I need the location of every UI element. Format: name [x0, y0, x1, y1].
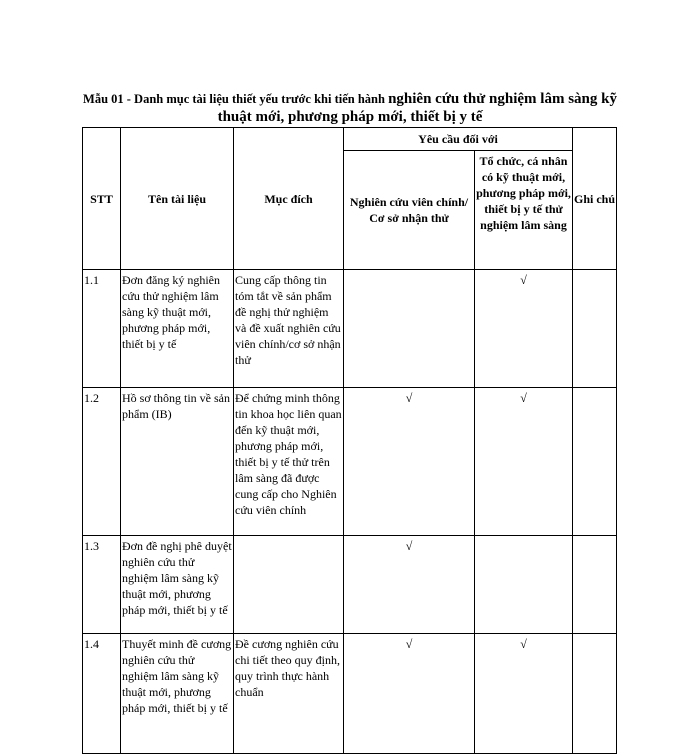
row-stt: 1.1 — [83, 270, 121, 388]
header-stt: STT — [83, 128, 121, 270]
row-muc-dich — [234, 536, 344, 634]
row-ghi-chu — [573, 634, 617, 754]
row-check-to-chuc — [475, 536, 573, 634]
row-check-to-chuc: √ — [475, 388, 573, 536]
table-row — [83, 536, 617, 634]
table-row — [83, 634, 617, 754]
title-highlight: nghiên cứu thử nghiệm lâm sàng kỹ thuật mới, phương pháp mới, thiết bị y tế — [217, 91, 617, 125]
row-ten-tai-lieu: Đơn đề nghị phê duyệt nghiên cứu thử nghiệm lâm sàng kỹ thuật mới, phương pháp mới, thiết bị y tế — [121, 536, 234, 634]
header-ghi-chu: Ghi chú — [573, 128, 617, 270]
row-check-to-chuc: √ — [475, 634, 573, 754]
row-ten-tai-lieu: Đơn đăng ký nghiên cứu thử nghiệm lâm sàng kỹ thuật mới, phương pháp mới, thiết bị y tế — [121, 270, 234, 388]
row-ghi-chu — [573, 388, 617, 536]
title-prefix: Mẫu 01 - Danh mục tài liệu thiết yếu trước khi tiến hành — [83, 92, 389, 106]
header-yeu-cau: Yêu cầu đối với — [344, 128, 573, 151]
row-stt: 1.3 — [83, 536, 121, 634]
header-row-top — [83, 128, 617, 151]
row-ten-tai-lieu: Hồ sơ thông tin về sản phẩm (IB) — [121, 388, 234, 536]
row-check-nghien-cuu-vien: √ — [344, 536, 475, 634]
row-check-nghien-cuu-vien: √ — [344, 634, 475, 754]
row-stt: 1.2 — [83, 388, 121, 536]
row-check-nghien-cuu-vien: √ — [344, 388, 475, 536]
row-ghi-chu — [573, 536, 617, 634]
header-nghien-cuu-vien: Nghiên cứu viên chính/ Cơ sở nhận thử — [344, 151, 475, 270]
document-title — [80, 90, 620, 126]
row-muc-dich: Để chứng minh thông tin khoa học liên quan đến kỹ thuật mới, phương pháp mới, thiết bị y tế thử trên lâm sàng đã được cung cấp cho Nghiên cứu viên chính — [234, 388, 344, 536]
header-muc-dich: Mục đích — [234, 128, 344, 270]
row-ten-tai-lieu: Thuyết minh đề cương nghiên cứu thử nghiệm lâm sàng kỹ thuật mới, phương pháp mới, thiết bị y tế — [121, 634, 234, 754]
table-row — [83, 270, 617, 388]
header-ten-tai-lieu: Tên tài liệu — [121, 128, 234, 270]
row-stt: 1.4 — [83, 634, 121, 754]
row-muc-dich: Đề cương nghiên cứu chi tiết theo quy định, quy trình thực hành chuẩn — [234, 634, 344, 754]
row-muc-dich: Cung cấp thông tin tóm tắt về sản phẩm đề nghị thử nghiệm và đề xuất nghiên cứu viên chính/cơ sở nhận thử — [234, 270, 344, 388]
documents-table — [82, 127, 617, 754]
row-check-nghien-cuu-vien — [344, 270, 475, 388]
row-ghi-chu — [573, 270, 617, 388]
row-check-to-chuc: √ — [475, 270, 573, 388]
table-row — [83, 388, 617, 536]
header-to-chuc: Tổ chức, cá nhân có kỹ thuật mới, phương pháp mới, thiết bị y tế thử nghiệm lâm sàng — [475, 151, 573, 270]
